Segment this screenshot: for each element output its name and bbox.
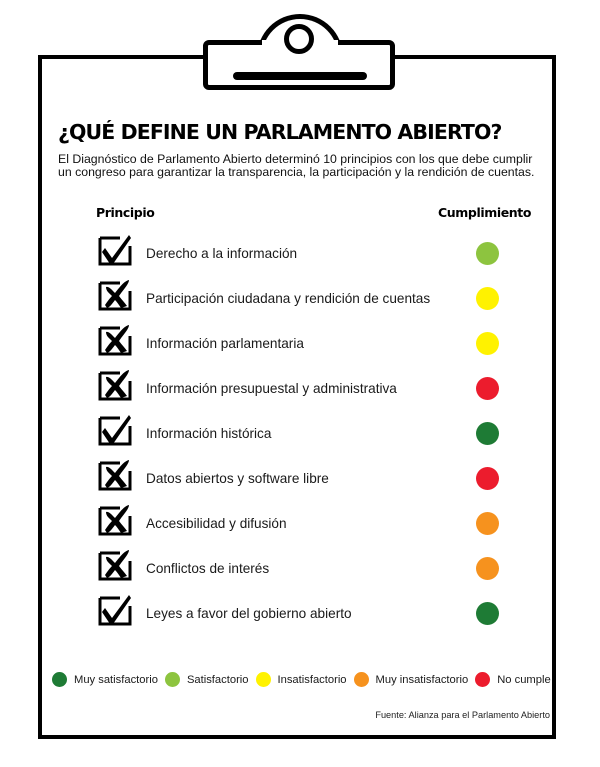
principle-label: Leyes a favor del gobierno abierto	[146, 606, 352, 621]
principles-list	[96, 230, 516, 635]
column-header-cumplimiento: Cumplimiento	[438, 205, 532, 220]
list-item	[96, 320, 516, 365]
legend-dot-icon	[165, 672, 180, 687]
status-dot	[476, 467, 499, 490]
principle-label: Conflictos de interés	[146, 561, 270, 576]
list-item	[96, 230, 516, 275]
legend-item-muy-satisfactorio	[52, 672, 158, 687]
intro-text: El Diagnóstico de Parlamento Abierto determinó 10 principios con los que debe cumplir un congreso para garantizar la transparencia, la participación y la rendición de cuentas.	[58, 152, 535, 179]
list-item	[96, 590, 516, 635]
list-item	[96, 275, 516, 320]
principle-label: Accesibilidad y difusión	[146, 516, 287, 531]
legend-label: No cumple	[497, 673, 551, 686]
legend-label: Muy satisfactorio	[74, 673, 158, 686]
status-dot	[476, 377, 499, 400]
principle-label: Derecho a la información	[146, 246, 298, 261]
list-item	[96, 545, 516, 590]
status-dot	[476, 422, 499, 445]
checkbox-cross-icon	[98, 502, 132, 536]
legend-dot-icon	[475, 672, 490, 687]
status-dot	[476, 287, 499, 310]
principle-label: Datos abiertos y software libre	[146, 471, 329, 486]
list-item	[96, 500, 516, 545]
status-dot	[476, 242, 499, 265]
legend	[52, 672, 558, 687]
checkbox-check-icon	[98, 592, 132, 626]
status-dot	[476, 332, 499, 355]
legend-item-insatisfactorio	[256, 672, 347, 687]
checkbox-cross-icon	[98, 322, 132, 356]
checkbox-cross-icon	[98, 457, 132, 491]
checkbox-cross-icon	[98, 277, 132, 311]
principle-label: Información presupuestal y administrativa	[146, 381, 397, 396]
source-credit: Fuente: Alianza para el Parlamento Abierto	[375, 710, 550, 720]
list-item	[96, 455, 516, 500]
checkbox-check-icon	[98, 232, 132, 266]
legend-dot-icon	[256, 672, 271, 687]
status-dot	[476, 512, 499, 535]
checkbox-cross-icon	[98, 547, 132, 581]
principle-label: Información histórica	[146, 426, 272, 441]
list-item	[96, 365, 516, 410]
legend-item-muy-insatisfactorio	[354, 672, 469, 687]
list-item	[96, 410, 516, 455]
legend-dot-icon	[52, 672, 67, 687]
clip-bar	[233, 72, 367, 80]
checkbox-check-icon	[98, 412, 132, 446]
principle-label: Participación ciudadana y rendición de cuentas	[146, 291, 431, 306]
principle-label: Información parlamentaria	[146, 336, 304, 351]
status-dot	[476, 557, 499, 580]
clip-hole-icon	[284, 24, 314, 54]
legend-dot-icon	[354, 672, 369, 687]
column-header-principio: Principio	[96, 205, 155, 220]
page-title: ¿QUÉ DEFINE UN PARLAMENTO ABIERTO?	[58, 120, 502, 144]
legend-item-no-cumple	[475, 672, 550, 687]
checkbox-cross-icon	[98, 367, 132, 401]
legend-label: Insatisfactorio	[277, 673, 347, 686]
legend-item-satisfactorio	[165, 672, 249, 687]
legend-label: Muy insatisfactorio	[375, 673, 469, 686]
status-dot	[476, 602, 499, 625]
legend-label: Satisfactorio	[186, 673, 249, 686]
